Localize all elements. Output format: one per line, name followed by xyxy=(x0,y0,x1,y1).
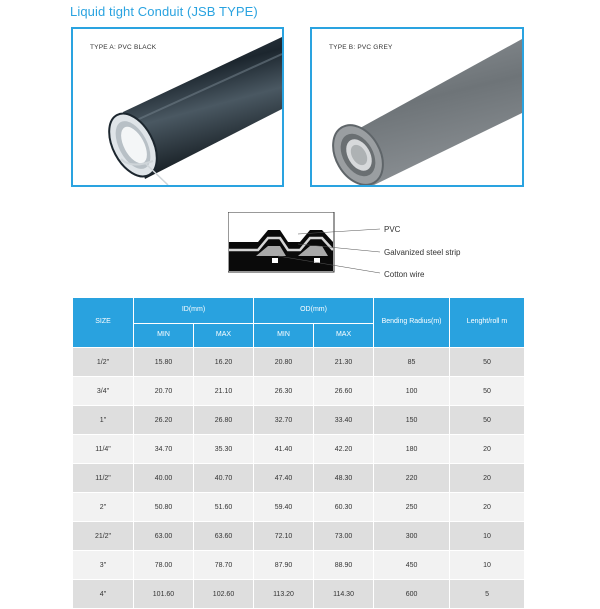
cell-od-min: 59.40 xyxy=(254,493,314,522)
cell-length: 20 xyxy=(450,493,525,522)
table-row xyxy=(73,406,525,435)
cell-id-min: 63.00 xyxy=(134,522,194,551)
cell-od-min: 32.70 xyxy=(254,406,314,435)
cell-bending-radius: 600 xyxy=(374,580,450,609)
cell-id-max: 78.70 xyxy=(194,551,254,580)
leader-lines xyxy=(228,212,388,276)
cell-length: 50 xyxy=(450,348,525,377)
cell-size: 1/2" xyxy=(73,348,134,377)
cell-od-max: 60.30 xyxy=(314,493,374,522)
cell-od-max: 33.40 xyxy=(314,406,374,435)
header-od-max: MAX xyxy=(314,324,374,348)
cell-id-max: 63.60 xyxy=(194,522,254,551)
table-body xyxy=(73,348,525,609)
cell-od-max: 21.30 xyxy=(314,348,374,377)
cell-id-min: 15.80 xyxy=(134,348,194,377)
label-cotton-wire: Cotton wire xyxy=(384,270,425,279)
cell-od-max: 26.60 xyxy=(314,377,374,406)
spec-table xyxy=(72,297,525,609)
cell-od-min: 87.90 xyxy=(254,551,314,580)
cell-id-max: 26.80 xyxy=(194,406,254,435)
cell-length: 20 xyxy=(450,464,525,493)
header-id-max: MAX xyxy=(194,324,254,348)
photo-type-b xyxy=(310,27,524,187)
cell-length: 20 xyxy=(450,435,525,464)
table-row xyxy=(73,551,525,580)
header-id-min: MIN xyxy=(134,324,194,348)
cell-length: 10 xyxy=(450,522,525,551)
cell-size: 4" xyxy=(73,580,134,609)
cell-od-max: 88.90 xyxy=(314,551,374,580)
cell-size: 21/2" xyxy=(73,522,134,551)
table-row xyxy=(73,435,525,464)
black-conduit-image xyxy=(73,29,282,185)
cell-bending-radius: 250 xyxy=(374,493,450,522)
cell-od-max: 73.00 xyxy=(314,522,374,551)
cell-length: 50 xyxy=(450,377,525,406)
cell-size: 11/4" xyxy=(73,435,134,464)
header-bending-radius: Bending Radius(m) xyxy=(374,298,450,348)
label-galvanized-steel-strip: Galvanized steel strip xyxy=(384,248,461,257)
cell-od-max: 114.30 xyxy=(314,580,374,609)
cell-od-min: 113.20 xyxy=(254,580,314,609)
cell-od-min: 41.40 xyxy=(254,435,314,464)
cell-od-min: 47.40 xyxy=(254,464,314,493)
cell-size: 3" xyxy=(73,551,134,580)
cell-bending-radius: 100 xyxy=(374,377,450,406)
cell-length: 50 xyxy=(450,406,525,435)
header-id: ID(mm) xyxy=(134,298,254,324)
cell-length: 5 xyxy=(450,580,525,609)
cell-bending-radius: 300 xyxy=(374,522,450,551)
cell-od-min: 20.80 xyxy=(254,348,314,377)
grey-conduit-image xyxy=(312,29,522,185)
cell-od-min: 26.30 xyxy=(254,377,314,406)
header-length-per-roll: Lenght/roll m xyxy=(450,298,525,348)
photo-caption: TYPE A: PVC BLACK xyxy=(90,44,157,51)
cell-id-max: 21.10 xyxy=(194,377,254,406)
cell-bending-radius: 85 xyxy=(374,348,450,377)
cell-id-max: 35.30 xyxy=(194,435,254,464)
table-row xyxy=(73,348,525,377)
cell-bending-radius: 150 xyxy=(374,406,450,435)
cross-section-diagram xyxy=(228,212,338,281)
cell-id-max: 16.20 xyxy=(194,348,254,377)
photo-type-a xyxy=(71,27,284,187)
cell-id-min: 20.70 xyxy=(134,377,194,406)
cell-id-min: 78.00 xyxy=(134,551,194,580)
header-size: SIZE xyxy=(73,298,134,348)
cell-od-max: 42.20 xyxy=(314,435,374,464)
cell-bending-radius: 220 xyxy=(374,464,450,493)
cell-id-min: 101.60 xyxy=(134,580,194,609)
cell-od-min: 72.10 xyxy=(254,522,314,551)
cell-id-min: 50.80 xyxy=(134,493,194,522)
page-title: Liquid tight Conduit (JSB TYPE) xyxy=(70,4,258,19)
cell-id-min: 26.20 xyxy=(134,406,194,435)
cell-id-max: 102.60 xyxy=(194,580,254,609)
header-od-min: MIN xyxy=(254,324,314,348)
photo-caption: TYPE B: PVC GREY xyxy=(329,44,393,51)
table-row xyxy=(73,522,525,551)
table-row xyxy=(73,580,525,609)
cell-size: 2" xyxy=(73,493,134,522)
cell-bending-radius: 180 xyxy=(374,435,450,464)
cell-size: 3/4" xyxy=(73,377,134,406)
table-row xyxy=(73,464,525,493)
cell-id-max: 40.70 xyxy=(194,464,254,493)
cell-id-min: 40.00 xyxy=(134,464,194,493)
table-row xyxy=(73,377,525,406)
cell-id-max: 51.60 xyxy=(194,493,254,522)
header-od: OD(mm) xyxy=(254,298,374,324)
cell-bending-radius: 450 xyxy=(374,551,450,580)
cell-size: 11/2" xyxy=(73,464,134,493)
cell-length: 10 xyxy=(450,551,525,580)
cell-od-max: 48.30 xyxy=(314,464,374,493)
cell-id-min: 34.70 xyxy=(134,435,194,464)
label-pvc: PVC xyxy=(384,225,401,234)
table-row xyxy=(73,493,525,522)
cell-size: 1" xyxy=(73,406,134,435)
